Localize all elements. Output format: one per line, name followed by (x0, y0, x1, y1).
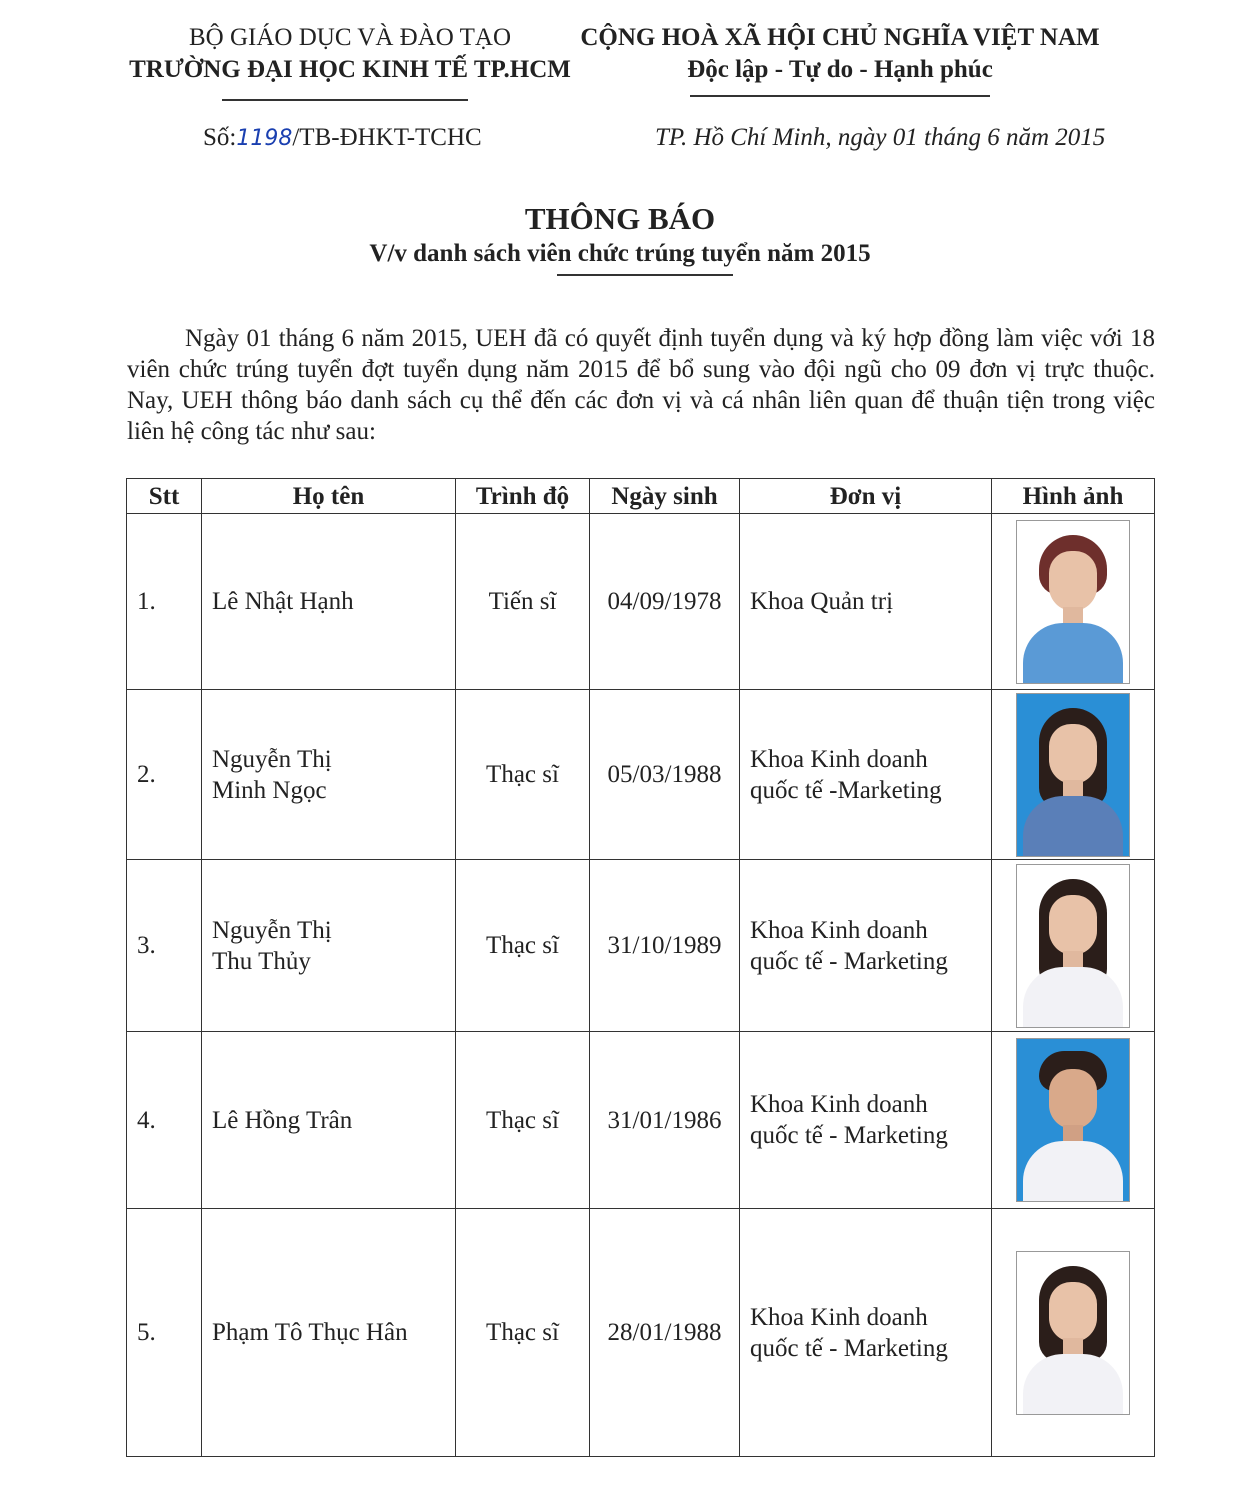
col-header-name: Họ tên (202, 479, 456, 514)
row-unit-line: Khoa Kinh doanh (750, 916, 928, 944)
row-degree: Thạc sĩ (456, 1032, 590, 1209)
row-unit (740, 690, 992, 860)
row-stt: 1. (127, 514, 202, 690)
row-name (202, 860, 456, 1032)
row-dob: 28/01/1988 (590, 1209, 740, 1457)
row-name-line: Thu Thủy (212, 947, 311, 975)
issuer-underline (222, 99, 468, 101)
row-unit-line: Khoa Kinh doanh (750, 1303, 928, 1331)
portrait-photo (1016, 1038, 1130, 1202)
document-subtitle: V/v danh sách viên chức trúng tuyển năm 2015 (369, 240, 871, 267)
portrait-photo (1016, 1251, 1130, 1415)
subtitle-underline (557, 274, 733, 276)
col-header-degree: Trình độ (456, 479, 590, 514)
row-dob: 04/09/1978 (590, 514, 740, 690)
motto-underline (690, 95, 990, 97)
row-photo-cell (992, 1032, 1155, 1209)
row-name (202, 514, 456, 690)
reference-number: 1198 (236, 126, 293, 151)
row-unit (740, 860, 992, 1032)
row-photo-cell (992, 514, 1155, 690)
row-unit-line: quốc tế -Marketing (750, 776, 942, 804)
row-stt: 4. (127, 1032, 202, 1209)
issuer-block (120, 22, 580, 86)
table-row (127, 514, 1155, 690)
portrait-photo (1016, 520, 1130, 684)
table-row (127, 1209, 1155, 1457)
row-name-line: Minh Ngọc (212, 776, 327, 804)
row-photo-cell (992, 690, 1155, 860)
row-unit-line: quốc tế - Marketing (750, 1122, 948, 1149)
row-degree: Tiến sĩ (456, 514, 590, 690)
ministry-name: BỘ GIÁO DỤC VÀ ĐÀO TẠO (189, 24, 511, 51)
row-unit-line: quốc tế - Marketing (750, 947, 948, 975)
row-name (202, 1032, 456, 1209)
nation-block (560, 22, 1120, 86)
portrait-photo (1016, 693, 1130, 857)
portrait-photo (1016, 864, 1130, 1028)
row-stt: 3. (127, 860, 202, 1032)
place-date: TP. Hồ Chí Minh, ngày 01 tháng 6 năm 2015 (655, 124, 1106, 151)
table-row (127, 860, 1155, 1032)
recruit-table (126, 478, 1155, 1457)
row-name-line: Lê Nhật Hạnh (212, 588, 354, 615)
document-reference (203, 122, 482, 155)
row-name (202, 690, 456, 860)
reference-suffix: /TB-ĐHKT-TCHC (292, 124, 482, 151)
row-name-line: Lê Hồng Trân (212, 1106, 353, 1134)
row-dob: 31/10/1989 (590, 860, 740, 1032)
row-unit (740, 1209, 992, 1457)
row-unit-line: Khoa Quản trị (750, 588, 894, 615)
col-header-dob: Ngày sinh (590, 479, 740, 514)
col-header-unit: Đơn vị (740, 479, 992, 514)
row-unit-line: Khoa Kinh doanh (750, 745, 928, 773)
row-name-line: Phạm Tô Thục Hân (212, 1319, 408, 1346)
row-dob: 05/03/1988 (590, 690, 740, 860)
row-unit-line: quốc tế - Marketing (750, 1334, 948, 1362)
row-stt: 2. (127, 690, 202, 860)
row-photo-cell (992, 860, 1155, 1032)
table-row (127, 1032, 1155, 1209)
row-name (202, 1209, 456, 1457)
school-name: TRƯỜNG ĐẠI HỌC KINH TẾ TP.HCM (129, 56, 571, 83)
col-header-stt: Stt (127, 479, 202, 514)
nation-name: CỘNG HOÀ XÃ HỘI CHỦ NGHĨA VIỆT NAM (580, 24, 1100, 51)
row-dob: 31/01/1986 (590, 1032, 740, 1209)
row-name-line: Nguyễn Thị (212, 916, 332, 944)
row-degree: Thạc sĩ (456, 690, 590, 860)
row-degree: Thạc sĩ (456, 1209, 590, 1457)
row-degree: Thạc sĩ (456, 860, 590, 1032)
row-unit (740, 514, 992, 690)
col-header-photo: Hình ảnh (992, 479, 1155, 514)
intro-paragraph: Ngày 01 tháng 6 năm 2015, UEH đã có quyết định tuyển dụng và ký hợp đồng làm việc với 18 viên chức trúng tuyển đợt tuyển dụng năm 2015 để bổ sung vào đội ngũ cho 09 đơn vị trực thuộc. Nay, UEH thông báo danh sách cụ thể đến các đơn vị và cá nhân liên quan để thuận tiện trong việc liên hệ công tác như sau: (127, 325, 1155, 445)
row-unit-line: Khoa Kinh doanh (750, 1091, 928, 1118)
table-header-row (127, 479, 1155, 514)
table-row (127, 690, 1155, 860)
national-motto: Độc lập - Tự do - Hạnh phúc (687, 56, 993, 83)
reference-prefix: Số: (203, 124, 237, 151)
row-stt: 5. (127, 1209, 202, 1457)
row-photo-cell (992, 1209, 1155, 1457)
row-unit (740, 1032, 992, 1209)
row-name-line: Nguyễn Thị (212, 745, 332, 773)
document-title: THÔNG BÁO (524, 201, 716, 236)
